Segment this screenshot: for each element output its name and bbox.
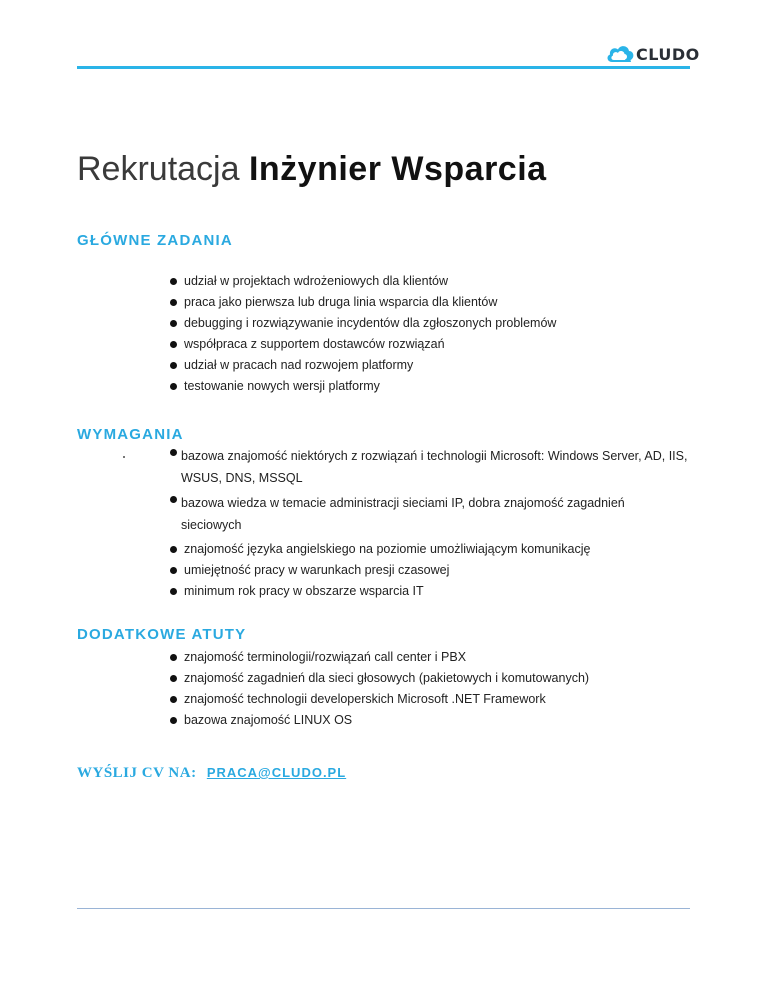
header-divider	[77, 66, 690, 69]
bullet-icon	[170, 675, 177, 682]
list-item: bazowa znajomość LINUX OS	[170, 713, 700, 734]
list-item: testowanie nowych wersji platformy	[170, 379, 700, 400]
bullet-icon	[170, 449, 177, 456]
list-item: znajomość technologii developerskich Microsoft .NET Framework	[170, 692, 700, 713]
title-prefix: Rekrutacja	[77, 150, 240, 188]
list-item: bazowa wiedza w temacie administracji sieciami IP, dobra znajomość zagadnień sieciowych	[170, 492, 700, 536]
list-item: debugging i rozwiązywanie incydentów dla zgłoszonych problemów	[170, 316, 700, 337]
tasks-list	[170, 274, 700, 400]
bullet-icon	[170, 278, 177, 285]
footer-divider	[77, 908, 690, 909]
bullet-icon	[170, 496, 177, 503]
company-logo	[605, 40, 700, 68]
page-title	[77, 147, 547, 191]
email-link[interactable]: PRACA@CLUDO.PL	[206, 765, 347, 780]
apply-line	[77, 765, 346, 782]
list-item: znajomość języka angielskiego na poziomie umożliwiającym komunikację	[170, 542, 700, 557]
requirements-list	[170, 448, 700, 605]
cloud-icon	[605, 43, 635, 65]
extras-list	[170, 650, 700, 734]
bullet-icon	[170, 362, 177, 369]
logo-text: CLUDO	[636, 44, 700, 64]
list-item: znajomość zagadnień dla sieci głosowych (pakietowych i komutowanych)	[170, 671, 700, 692]
bullet-icon	[170, 320, 177, 327]
section-heading-requirements: WYMAGANIA	[77, 426, 184, 443]
stray-mark	[123, 456, 125, 458]
bullet-icon	[170, 567, 177, 574]
list-item: bazowa znajomość niektórych z rozwiązań i technologii Microsoft: Windows Server, AD, IIS, WSUS, DNS, MSSQL	[170, 445, 700, 489]
list-item: praca jako pierwsza lub druga linia wsparcia dla klientów	[170, 295, 700, 316]
list-item: udział w pracach nad rozwojem platformy	[170, 358, 700, 379]
list-item: umiejętność pracy w warunkach presji czasowej	[170, 563, 700, 578]
list-item: współpraca z supportem dostawców rozwiązań	[170, 337, 700, 358]
list-item: znajomość terminologii/rozwiązań call center i PBX	[170, 650, 700, 671]
title-position: Inżynier Wsparcia	[248, 150, 547, 188]
section-heading-extras: DODATKOWE ATUTY	[77, 626, 247, 643]
section-heading-tasks: GŁÓWNE ZADANIA	[77, 232, 233, 249]
apply-label: WYŚLIJ CV NA:	[77, 765, 197, 781]
bullet-icon	[170, 654, 177, 661]
bullet-icon	[170, 546, 177, 553]
bullet-icon	[170, 717, 177, 724]
bullet-icon	[170, 696, 177, 703]
bullet-icon	[170, 299, 177, 306]
bullet-icon	[170, 383, 177, 390]
list-item: udział w projektach wdrożeniowych dla klientów	[170, 274, 700, 295]
bullet-icon	[170, 588, 177, 595]
bullet-icon	[170, 341, 177, 348]
list-item: minimum rok pracy w obszarze wsparcia IT	[170, 584, 700, 599]
